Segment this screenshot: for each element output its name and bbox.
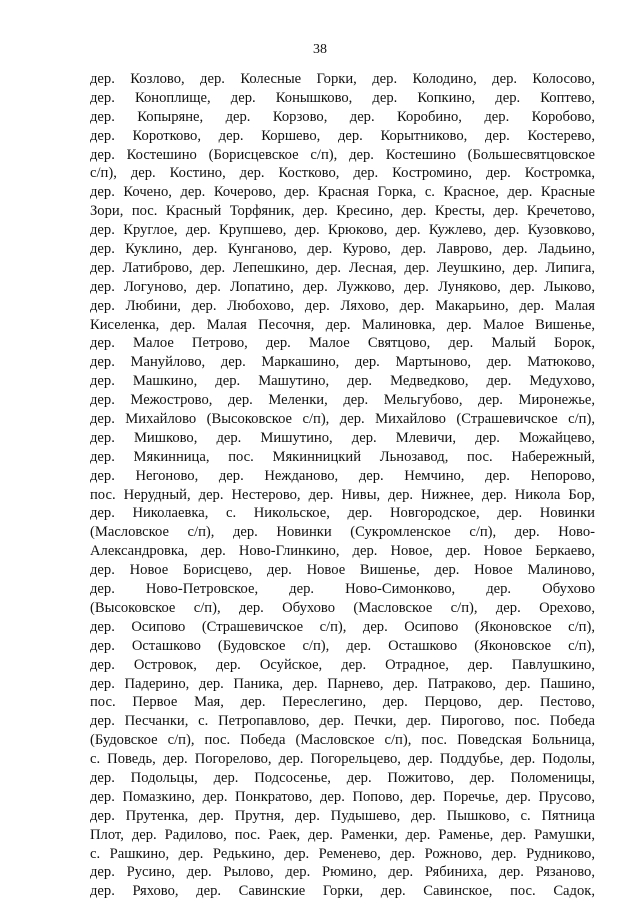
- text-line: пос. Первое Мая, дер. Переслегино, дер. Перцово, дер. Пестово,: [90, 694, 595, 711]
- text-line: Зори, пос. Красный Торфяник, дер. Кресино, дер. Кресты, дер. Кречетово,: [90, 203, 595, 220]
- text-line: дер. Помазкино, дер. Понкратово, дер. Попово, дер. Поречье, дер. Прусово,: [90, 788, 595, 805]
- text-line: с/п), дер. Костино, дер. Костково, дер. Костромино, дер. Костромка,: [90, 165, 595, 182]
- text-line: (Высоковское с/п), дер. Обухово (Масловское с/п), дер. Орехово,: [90, 599, 595, 616]
- text-line: дер. Падерино, дер. Паника, дер. Парнево, дер. Патраково, дер. Пашино,: [90, 675, 595, 692]
- text-line: дер. Копыряне, дер. Корзово, дер. Коробино, дер. Коробово,: [90, 108, 595, 125]
- text-line: дер. Новое Борисцево, дер. Новое Вишенье, дер. Новое Малиново,: [90, 562, 595, 579]
- text-line: дер. Осташково (Будовское с/п), дер. Осташково (Яконовское с/п),: [90, 637, 595, 654]
- text-line: дер. Коноплище, дер. Конышково, дер. Копкино, дер. Коптево,: [90, 89, 595, 106]
- text-line: дер. Малое Петрово, дер. Малое Святцово, дер. Малый Борок,: [90, 335, 595, 352]
- text-line: (Масловское с/п), дер. Новинки (Сукромленское с/п), дер. Ново-: [90, 524, 595, 541]
- page-number: 38: [313, 42, 327, 57]
- text-line: дер. Любини, дер. Любохово, дер. Ляхово, дер. Макарьино, дер. Малая: [90, 297, 595, 314]
- text-line: с. Рашкино, дер. Редькино, дер. Ременево, дер. Рожново, дер. Рудниково,: [90, 845, 595, 862]
- text-line: Киселенка, дер. Малая Песочня, дер. Малиновка, дер. Малое Вишенье,: [90, 316, 595, 333]
- text-line: дер. Прутенка, дер. Прутня, дер. Пудышево, дер. Пышково, с. Пятница: [90, 807, 595, 824]
- text-line: дер. Михайлово (Высоковское с/п), дер. Михайлово (Страшевичское с/п),: [90, 411, 595, 428]
- text-line: дер. Латиброво, дер. Лепешкино, дер. Лесная, дер. Леушкино, дер. Липига,: [90, 259, 595, 276]
- text-line: дер. Мануйлово, дер. Маркашино, дер. Мартыново, дер. Матюково,: [90, 354, 595, 371]
- text-line: дер. Ново-Петровское, дер. Ново-Симонково, дер. Обухово: [90, 581, 595, 598]
- text-line: дер. Логуново, дер. Лопатино, дер. Лужково, дер. Луняково, дер. Лыково,: [90, 278, 595, 295]
- text-line: дер. Мишково, дер. Мишутино, дер. Млевичи, дер. Можайцево,: [90, 429, 595, 446]
- text-line: (Будовское с/п), пос. Победа (Масловское с/п), пос. Поведская Больница,: [90, 732, 595, 749]
- text-line: пос. Нерудный, дер. Нестерово, дер. Нивы, дер. Нижнее, дер. Никола Бор,: [90, 486, 595, 503]
- text-line: дер. Межострово, дер. Меленки, дер. Мельгубово, дер. Миронежье,: [90, 392, 595, 409]
- text-line: дер. Куклино, дер. Кунганово, дер. Курово, дер. Лаврово, дер. Ладьино,: [90, 241, 595, 258]
- text-line: дер. Русино, дер. Рылово, дер. Рюмино, дер. Рябиниха, дер. Рязаново,: [90, 864, 595, 881]
- text-line: дер. Костешино (Борисцевское с/п), дер. Костешино (Большесвятцовское: [90, 146, 595, 163]
- text-line: дер. Коротково, дер. Коршево, дер. Корытниково, дер. Костерево,: [90, 127, 595, 144]
- text-line: дер. Песчанки, с. Петропавлово, дер. Печки, дер. Пирогово, пос. Победа: [90, 713, 595, 730]
- text-line: дер. Осипово (Страшевичское с/п), дер. Осипово (Яконовское с/п),: [90, 618, 595, 635]
- text-line: дер. Круглое, дер. Крупшево, дер. Крюково, дер. Кужлево, дер. Кузовково,: [90, 222, 595, 239]
- settlement-list-text: [90, 70, 595, 901]
- text-line: дер. Ряхово, дер. Савинские Горки, дер. Савинское, пос. Садок,: [90, 883, 595, 900]
- text-line: Плот, дер. Радилово, пос. Раек, дер. Раменки, дер. Раменье, дер. Рамушки,: [90, 826, 595, 843]
- text-line: дер. Козлово, дер. Колесные Горки, дер. Колодино, дер. Колосово,: [90, 71, 595, 87]
- text-line: дер. Негоново, дер. Нежданово, дер. Немчино, дер. Непорово,: [90, 467, 595, 484]
- text-line: дер. Кочено, дер. Кочерово, дер. Красная Горка, с. Красное, дер. Красные: [90, 184, 595, 201]
- text-line: Александровка, дер. Ново-Глинкино, дер. Новое, дер. Новое Беркаево,: [90, 543, 595, 560]
- text-line: с. Поведь, дер. Погорелово, дер. Погорельцево, дер. Поддубье, дер. Подолы,: [90, 751, 595, 768]
- text-line: дер. Машкино, дер. Машутино, дер. Медведково, дер. Медухово,: [90, 373, 595, 390]
- text-line: дер. Подольцы, дер. Подсосенье, дер. Пожитово, дер. Поломеницы,: [90, 769, 595, 786]
- text-line: дер. Островок, дер. Осуйское, дер. Отрадное, дер. Павлушкино,: [90, 656, 595, 673]
- text-line: дер. Николаевка, с. Никольское, дер. Новгородское, дер. Новинки: [90, 505, 595, 522]
- text-line: дер. Мякинница, пос. Мякинницкий Льнозавод, пос. Набережный,: [90, 448, 595, 465]
